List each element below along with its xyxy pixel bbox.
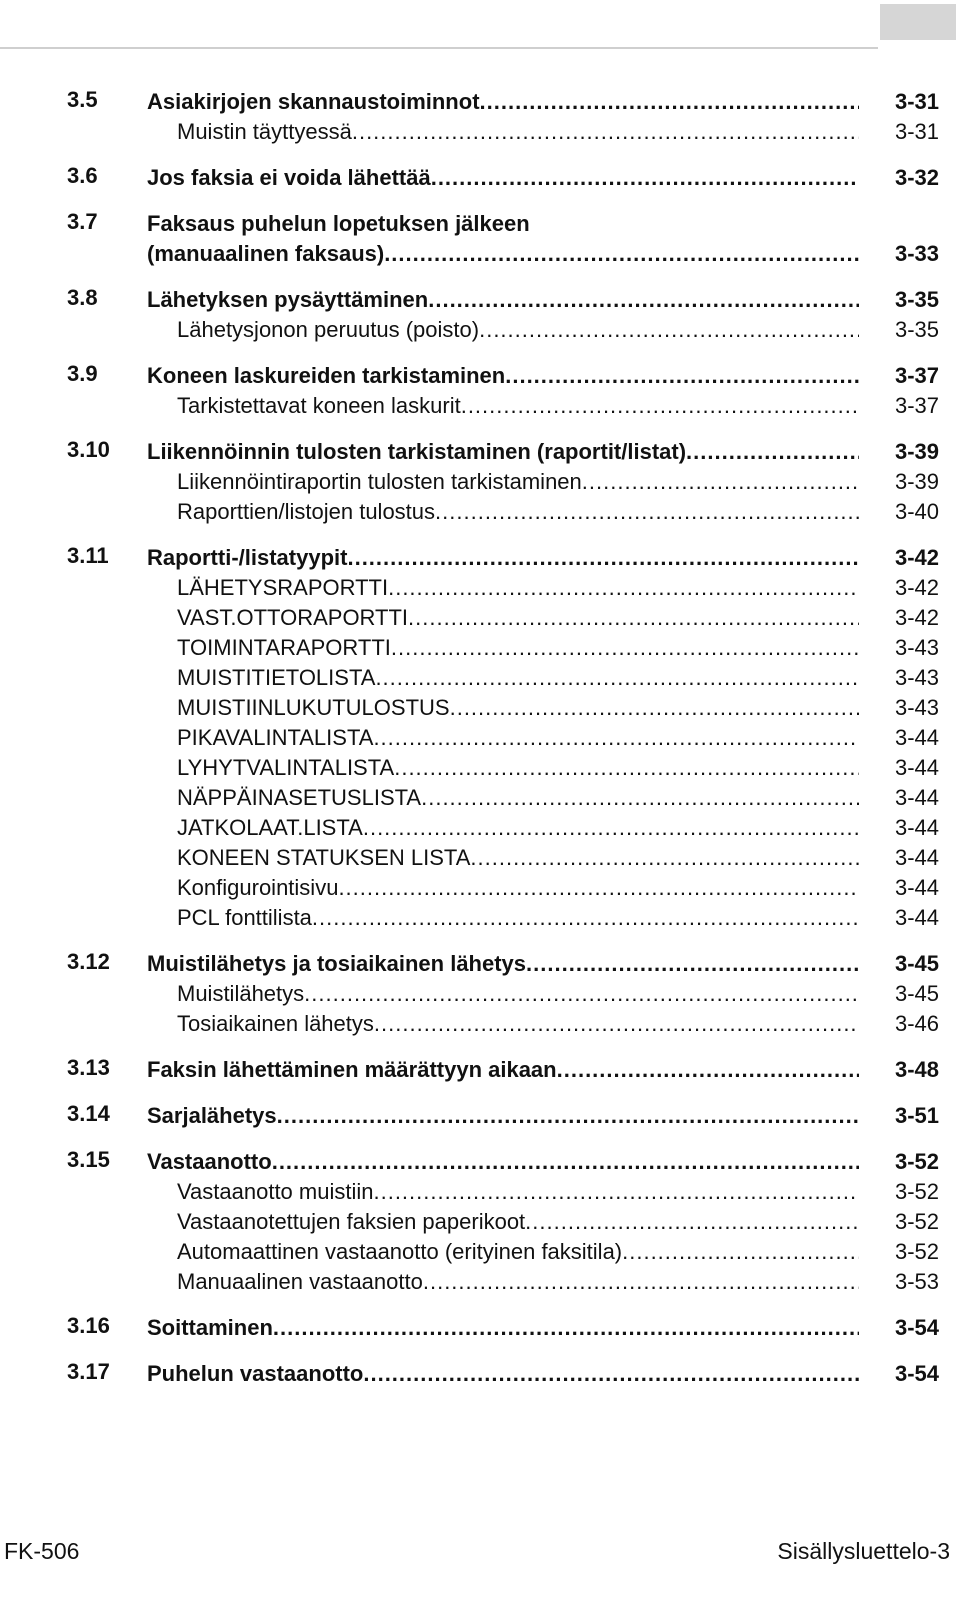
toc-entry-title: Raporttien/listojen tulostus: [177, 499, 436, 524]
toc-page-number: 3-44: [894, 815, 939, 840]
toc-page-number: 3-43: [894, 635, 939, 660]
toc-page-number: 3-31: [894, 119, 939, 144]
toc-page-number: 3-44: [894, 725, 939, 750]
toc-entry-title: VAST.OTTORAPORTTI: [177, 605, 409, 630]
toc-section-entry[interactable]: [67, 1313, 939, 1343]
dot-leader: [363, 813, 859, 843]
toc-section-number: 3.9: [67, 361, 98, 386]
dot-leader: [421, 783, 859, 813]
dot-leader: [686, 437, 859, 467]
toc-entry-title: LYHYTVALINTALISTA: [177, 755, 395, 780]
toc-subsection-entry[interactable]: [67, 603, 939, 633]
toc-subsection-entry[interactable]: [67, 467, 939, 497]
toc-entry-title: Asiakirjojen skannaustoiminnot: [147, 89, 480, 114]
toc-entry-title: Vastaanotettujen faksien paperikoot: [177, 1209, 526, 1234]
toc-section-entry[interactable]: [67, 543, 939, 573]
toc-section-entry[interactable]: [67, 209, 939, 269]
toc-page-number: 3-44: [894, 845, 939, 870]
toc-section-number: 3.12: [67, 949, 110, 974]
dot-leader: [363, 1359, 859, 1389]
dot-leader: [428, 285, 859, 315]
footer-section-page: Sisällysluettelo-3: [777, 1538, 950, 1564]
toc-page-number: 3-45: [894, 981, 939, 1006]
toc-entry-title: Liikennöinnin tulosten tarkistaminen (raportit/listat): [147, 439, 687, 464]
toc-page-number: 3-52: [894, 1179, 939, 1204]
toc-section-entry[interactable]: [67, 949, 939, 979]
toc-subsection-entry[interactable]: [67, 497, 939, 527]
header-rule: [0, 47, 878, 49]
toc-entry-title: Faksin lähettäminen määrättyyn aikaan: [147, 1057, 557, 1082]
dot-leader: [312, 903, 859, 933]
toc-subsection-entry[interactable]: [67, 1177, 939, 1207]
toc-section-number: 3.8: [67, 285, 98, 310]
chapter-tab-marker: [880, 4, 956, 40]
toc-entry-title: Faksaus puhelun lopetuksen jälkeen: [147, 211, 530, 236]
toc-entry-title: LÄHETYSRAPORTTI: [177, 575, 389, 600]
dot-leader: [394, 753, 859, 783]
dot-leader: [277, 1101, 859, 1131]
toc-section-entry[interactable]: [67, 437, 939, 467]
toc-page-number: 3-35: [894, 317, 939, 342]
toc-subsection-entry[interactable]: [67, 1207, 939, 1237]
toc-entry-title: Soittaminen: [147, 1315, 273, 1340]
toc-section-entry[interactable]: [67, 361, 939, 391]
toc-subsection-entry[interactable]: [67, 1009, 939, 1039]
dot-leader: [388, 573, 859, 603]
dot-leader: [384, 239, 859, 269]
toc-page-number: 3-44: [894, 905, 939, 930]
toc-section-entry[interactable]: [67, 1101, 939, 1131]
toc-section-entry[interactable]: [67, 1147, 939, 1177]
dot-leader: [373, 723, 859, 753]
dot-leader: [374, 1009, 859, 1039]
toc-section-number: 3.11: [67, 543, 109, 568]
toc-page-number: 3-31: [894, 89, 939, 114]
toc-subsection-entry[interactable]: [67, 979, 939, 1009]
toc-section-entry[interactable]: [67, 87, 939, 117]
toc-page-number: 3-37: [894, 363, 939, 388]
dot-leader: [450, 693, 859, 723]
toc-section-number: 3.17: [67, 1359, 110, 1384]
toc-subsection-entry[interactable]: [67, 813, 939, 843]
toc-page-number: 3-40: [894, 499, 939, 524]
toc-entry-title: Raportti-/listatyypit: [147, 545, 348, 570]
toc-page-number: 3-42: [894, 545, 939, 570]
toc-entry-title: KONEEN STATUKSEN LISTA: [177, 845, 471, 870]
toc-subsection-entry[interactable]: [67, 633, 939, 663]
dot-leader: [505, 361, 859, 391]
toc-entry-title: PCL fonttilista: [177, 905, 312, 930]
dot-leader: [461, 391, 859, 421]
toc-page-number: 3-44: [894, 875, 939, 900]
dot-leader: [352, 117, 859, 147]
toc-section-number: 3.13: [67, 1055, 110, 1080]
toc-subsection-entry[interactable]: [67, 1267, 939, 1297]
toc-entry-title: MUISTITIETOLISTA: [177, 665, 376, 690]
toc-entry-title: (manuaalinen faksaus): [147, 241, 385, 266]
toc-page-number: 3-52: [894, 1209, 939, 1234]
toc-entry-title: Vastaanotto: [147, 1149, 272, 1174]
toc-section-entry[interactable]: [67, 1055, 939, 1085]
toc-subsection-entry[interactable]: [67, 753, 939, 783]
dot-leader: [622, 1237, 859, 1267]
toc-entry-title: Koneen laskureiden tarkistaminen: [147, 363, 506, 388]
toc-section-number: 3.16: [67, 1313, 110, 1338]
dot-leader: [557, 1055, 859, 1085]
toc-section-number: 3.10: [67, 437, 110, 462]
toc-entry-title: Liikennöintiraportin tulosten tarkistaminen: [177, 469, 582, 494]
toc-entry-title: Tosiaikainen lähetys: [177, 1011, 374, 1036]
toc-page-number: 3-51: [894, 1103, 939, 1128]
dot-leader: [435, 497, 859, 527]
dot-leader: [408, 603, 859, 633]
toc-page-number: 3-43: [894, 695, 939, 720]
toc-section-number: 3.5: [67, 87, 98, 112]
toc-subsection-entry[interactable]: [67, 117, 939, 147]
toc-page-number: 3-42: [894, 575, 939, 600]
toc-entry-title: Muistilähetys: [177, 981, 305, 1006]
toc-section-entry[interactable]: [67, 285, 939, 315]
dot-leader: [480, 87, 859, 117]
dot-leader: [272, 1147, 859, 1177]
toc-section-number: 3.7: [67, 209, 98, 234]
toc-subsection-entry[interactable]: [67, 315, 939, 345]
toc-entry-title: Vastaanotto muistiin: [177, 1179, 374, 1204]
toc-entry-title: Konfigurointisivu: [177, 875, 339, 900]
toc-entry-title: JATKOLAAT.LISTA: [177, 815, 363, 840]
toc-page-number: 3-43: [894, 665, 939, 690]
table-of-contents: [67, 87, 939, 1389]
toc-section-number: 3.6: [67, 163, 98, 188]
toc-entry-title: Tarkistettavat koneen laskurit: [177, 393, 461, 418]
toc-page-number: 3-35: [894, 287, 939, 312]
toc-page-number: 3-52: [894, 1149, 939, 1174]
toc-page-number: 3-32: [894, 165, 939, 190]
toc-page-number: 3-39: [894, 439, 939, 464]
toc-page-number: 3-53: [894, 1269, 939, 1294]
toc-entry-title: Puhelun vastaanotto: [147, 1361, 364, 1386]
toc-entry-title: Sarjalähetys: [147, 1103, 277, 1128]
toc-subsection-entry[interactable]: [67, 391, 939, 421]
toc-entry-title: Lähetysjonon peruutus (poisto): [177, 317, 480, 342]
dot-leader: [526, 949, 859, 979]
toc-page-number: 3-54: [894, 1361, 939, 1386]
toc-entry-title: TOIMINTARAPORTTI: [177, 635, 391, 660]
toc-entry-title: MUISTIINLUKUTULOSTUS: [177, 695, 450, 720]
toc-entry-title: PIKAVALINTALISTA: [177, 725, 374, 750]
dot-leader: [423, 1267, 859, 1297]
toc-page-number: 3-44: [894, 755, 939, 780]
dot-leader: [479, 315, 859, 345]
toc-subsection-entry[interactable]: [67, 723, 939, 753]
toc-subsection-entry[interactable]: [67, 693, 939, 723]
toc-page-number: 3-45: [894, 951, 939, 976]
toc-section-number: 3.14: [67, 1101, 110, 1126]
dot-leader: [582, 467, 859, 497]
toc-page-number: 3-33: [894, 241, 939, 266]
toc-entry-title: Lähetyksen pysäyttäminen: [147, 287, 429, 312]
toc-subsection-entry[interactable]: [67, 1237, 939, 1267]
toc-subsection-entry[interactable]: [67, 843, 939, 873]
toc-section-entry[interactable]: [67, 163, 939, 193]
toc-entry-title: Muistin täyttyessä: [177, 119, 352, 144]
dot-leader: [431, 163, 859, 193]
toc-subsection-entry[interactable]: [67, 573, 939, 603]
toc-section-entry[interactable]: [67, 1359, 939, 1389]
toc-page-number: 3-39: [894, 469, 939, 494]
dot-leader: [338, 873, 859, 903]
dot-leader: [304, 979, 859, 1009]
toc-subsection-entry[interactable]: [67, 783, 939, 813]
toc-subsection-entry[interactable]: [67, 663, 939, 693]
toc-subsection-entry[interactable]: [67, 903, 939, 933]
toc-page-number: 3-37: [894, 393, 939, 418]
dot-leader: [373, 1177, 859, 1207]
toc-section-number: 3.15: [67, 1147, 110, 1172]
toc-page-number: 3-44: [894, 785, 939, 810]
toc-subsection-entry[interactable]: [67, 873, 939, 903]
toc-page-number: 3-48: [894, 1057, 939, 1082]
toc-page-number: 3-46: [894, 1011, 939, 1036]
footer-product: FK-506: [4, 1538, 80, 1564]
toc-page-number: 3-54: [894, 1315, 939, 1340]
toc-entry-title: Manuaalinen vastaanotto: [177, 1269, 423, 1294]
toc-entry-title: Automaattinen vastaanotto (erityinen faksitila): [177, 1239, 623, 1264]
toc-page-number: 3-42: [894, 605, 939, 630]
toc-page-number: 3-52: [894, 1239, 939, 1264]
dot-leader: [525, 1207, 859, 1237]
toc-entry-title: Muistilähetys ja tosiaikainen lähetys: [147, 951, 527, 976]
toc-entry-title: NÄPPÄINASETUSLISTA: [177, 785, 422, 810]
dot-leader: [375, 663, 859, 693]
toc-entry-title: Jos faksia ei voida lähettää: [147, 165, 431, 190]
dot-leader: [470, 843, 859, 873]
dot-leader: [273, 1313, 859, 1343]
dot-leader: [391, 633, 859, 663]
dot-leader: [347, 543, 859, 573]
